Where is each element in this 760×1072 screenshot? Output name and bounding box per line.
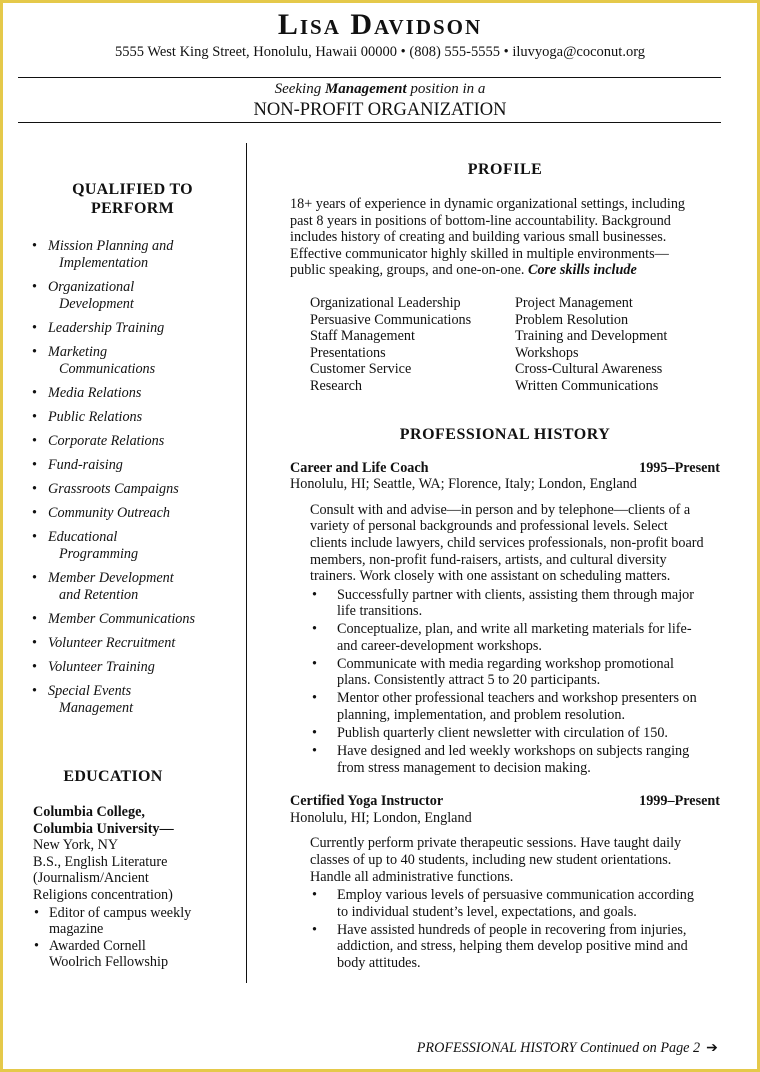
qualified-item [30,433,235,450]
core-skill: Training and Development [515,328,668,345]
core-skills-label: Core skills include [527,262,637,279]
job-bullet [337,725,720,742]
job-desc-line: classes of up to 40 students, including new student orientations. [310,851,672,868]
objective-line1 [0,80,760,98]
qualified-item-line1: Fund-raising [48,457,123,473]
job-title: Career and Life Coach [290,459,429,476]
job-dates: 1995–Present [639,459,720,476]
qualified-item-line1: Public Relations [48,409,143,425]
education-line: Religions concentration) [33,886,173,903]
header-rule-top [18,77,721,78]
education-bullet-line: • Awarded Cornell [49,937,146,954]
qualified-item-line1: Corporate Relations [48,433,165,449]
job-bullet-line: addiction, and stress, helping them develop positive mind and [337,938,688,955]
continued-footer [0,1040,718,1057]
qualified-item-line2: Communications [59,361,156,377]
job-entry [290,793,720,971]
education-lines [33,837,243,903]
qualified-section [30,180,235,724]
qualified-heading-line2: PERFORM [91,200,174,217]
school-line2: Columbia University— [33,820,174,837]
job-bullet-line: and career-development workshops. [337,637,542,654]
column-divider [246,143,247,983]
profile-line [290,262,720,279]
education-bullet [33,938,243,971]
qualified-item [30,344,235,378]
right-arrow-icon: ➔ [706,1040,718,1056]
job-bullet-line: • Mentor other professional teachers and workshop presenters on [337,690,697,707]
objective [0,80,760,121]
qualified-item-line2: and Retention [59,587,139,603]
core-skill: Presentations [310,344,386,361]
job-desc-line: Currently perform private therapeutic sessions. Have taught daily [310,835,682,852]
qualified-item [30,238,235,272]
qualified-item [30,529,235,563]
qualified-item [30,409,235,426]
qualified-item-line1: Volunteer Recruitment [48,635,176,651]
qualified-item [30,611,235,628]
education-line: B.S., English Literature [33,853,168,870]
resume-header [0,8,760,61]
core-skill: Customer Service [310,361,412,378]
job-title-row [290,793,720,810]
core-skill: Project Management [515,294,633,311]
qualified-item [30,659,235,676]
job-bullet-line: from stress management to decision making. [337,759,591,776]
job-entry [290,460,720,777]
profile-line: past 8 years in positions of bottom-line accountability. Background [290,212,671,229]
qualified-item-line2: Development [59,296,134,312]
job-bullets [290,587,720,776]
qualified-item-line1: Member Communications [48,611,195,627]
qualified-item [30,505,235,522]
job-desc-line: members, non-profit fund-raisers, artists, and cultural diversity [310,551,667,568]
job-description [290,835,720,885]
job-desc-line: Consult with and advise—in person and by telephone—clients of a [310,501,691,518]
qualified-item-line1: Mission Planning and [48,238,174,254]
history-heading: PROFESSIONAL HISTORY [399,425,611,443]
qualified-item [30,570,235,604]
objective-line2: NON-PROFIT ORGANIZATION [253,100,507,120]
profile-emphasis [528,262,637,278]
qualified-item-line1: Volunteer Training [48,659,155,675]
core-skills-col1 [310,295,515,395]
jobs-list [290,460,720,972]
education-line: New York, NY [33,837,119,854]
core-skill: Research [310,377,362,394]
job-desc-line: clients include lawyers, child services professionals, non-profit board [310,534,704,551]
job-dates: 1999–Present [639,793,720,810]
footer-text: PROFESSIONAL HISTORY Continued on Page 2 [416,1040,701,1056]
qualified-item-line1: Educational [48,529,118,545]
core-skill: Cross-Cultural Awareness [515,361,663,378]
education-bullets [33,905,243,971]
education-body [33,804,243,971]
core-skills-col2 [515,295,720,395]
job-bullet-line: • Publish quarterly client newsletter with circulation of 150. [337,725,668,741]
qualified-heading-line1: QUALIFIED TO [72,181,193,198]
profile-text [290,196,720,279]
qualified-list [30,238,235,717]
objective-pre: Seeking [274,81,325,97]
candidate-name: Lisa Davidson [277,8,483,41]
qualified-item-line1: Member Development [48,570,174,586]
profile-line: Effective communicator highly skilled in multiple environments— [290,245,669,262]
core-skill: Written Communications [515,377,659,394]
objective-emphasis: Management [324,81,407,97]
qualified-item [30,683,235,717]
header-rule-bottom [18,122,721,123]
job-bullet-line: • Have assisted hundreds of people in recovering from injuries, [337,921,687,938]
qualified-item [30,481,235,498]
school-line1: Columbia College, [33,804,145,820]
job-bullet-line: planning, implementation, and problem resolution. [337,707,626,724]
education-bullet-line: Woolrich Fellowship [49,954,169,971]
job-bullet [337,887,720,920]
qualified-item [30,385,235,402]
core-skill: Staff Management [310,328,415,345]
core-skills-grid [290,295,720,395]
job-title-row [290,460,720,477]
qualified-item-line1: Leadership Training [48,320,165,336]
job-desc-line: Handle all administrative functions. [310,868,514,885]
job-bullet-line: body attitudes. [337,954,421,971]
qualified-heading [30,180,235,218]
profile-line: includes history of creating and building various small businesses. [290,229,667,246]
qualified-item-line2: Programming [59,546,139,562]
job-bullet-line: • Successfully partner with clients, assisting them through major [337,586,694,603]
objective-post: position in a [406,81,486,97]
qualified-item [30,279,235,313]
job-bullet-line: • Communicate with media regarding workshop promotional [337,655,674,672]
job-title: Certified Yoga Instructor [290,793,444,810]
job-bullet-line: • Employ various levels of persuasive communication according [337,887,694,904]
contact-line: 5555 West King Street, Honolulu, Hawaii 00000 • (808) 555-5555 • iluvyoga@coconut.org [114,44,646,60]
job-location: Honolulu, HI; Seattle, WA; Florence, Italy; London, England [290,476,637,493]
education-line: (Journalism/Ancient [33,870,149,887]
core-skill: Workshops [515,344,579,361]
core-skill: Problem Resolution [515,311,629,328]
education-bullet [33,905,243,938]
job-desc-line: trainers. Work closely with one assistant on scheduling matters. [310,568,671,585]
job-bullet [337,743,720,776]
qualified-item [30,457,235,474]
education-section [33,767,243,971]
job-bullet-line: to individual student’s level, expectations, and goals. [337,903,637,920]
core-skill: Persuasive Communications [310,311,472,328]
qualified-item [30,320,235,337]
qualified-item-line1: Special Events [48,683,132,699]
core-skill: Organizational Leadership [310,294,461,311]
qualified-item-line1: Media Relations [48,385,142,401]
job-bullet [337,587,720,620]
education-bullet-line: • Editor of campus weekly [49,904,192,921]
job-bullet [337,621,720,654]
profile-heading: PROFILE [467,161,543,178]
profile-line: 18+ years of experience in dynamic organizational settings, including [290,196,686,212]
qualified-item-line1: Community Outreach [48,505,171,521]
job-bullet-line: plans. Consistently attract 5 to 20 participants. [337,672,601,689]
education-heading: EDUCATION [63,768,163,785]
qualified-item [30,635,235,652]
qualified-item-line1: Marketing [48,344,108,360]
qualified-item-line1: Organizational [48,279,135,295]
job-bullet [337,922,720,972]
education-bullet-line: magazine [49,921,104,938]
qualified-item-line2: Management [59,700,134,716]
job-bullet [337,656,720,689]
job-bullet-line: • Have designed and led weekly workshops on subjects ranging [337,742,690,759]
job-location: Honolulu, HI; London, England [290,809,472,826]
job-bullet-line: life transitions. [337,603,423,620]
job-bullets [290,887,720,971]
qualified-item-line2: Implementation [59,255,149,271]
job-description [290,502,720,585]
main-column [290,160,720,973]
profile-last-text: public speaking, groups, and one-on-one. [290,262,528,279]
qualified-item-line1: Grassroots Campaigns [48,481,179,497]
job-bullet [337,690,720,723]
job-desc-line: variety of personal backgrounds and professional levels. Select [310,518,668,535]
job-bullet-line: • Conceptualize, plan, and write all marketing materials for life- [337,621,692,638]
